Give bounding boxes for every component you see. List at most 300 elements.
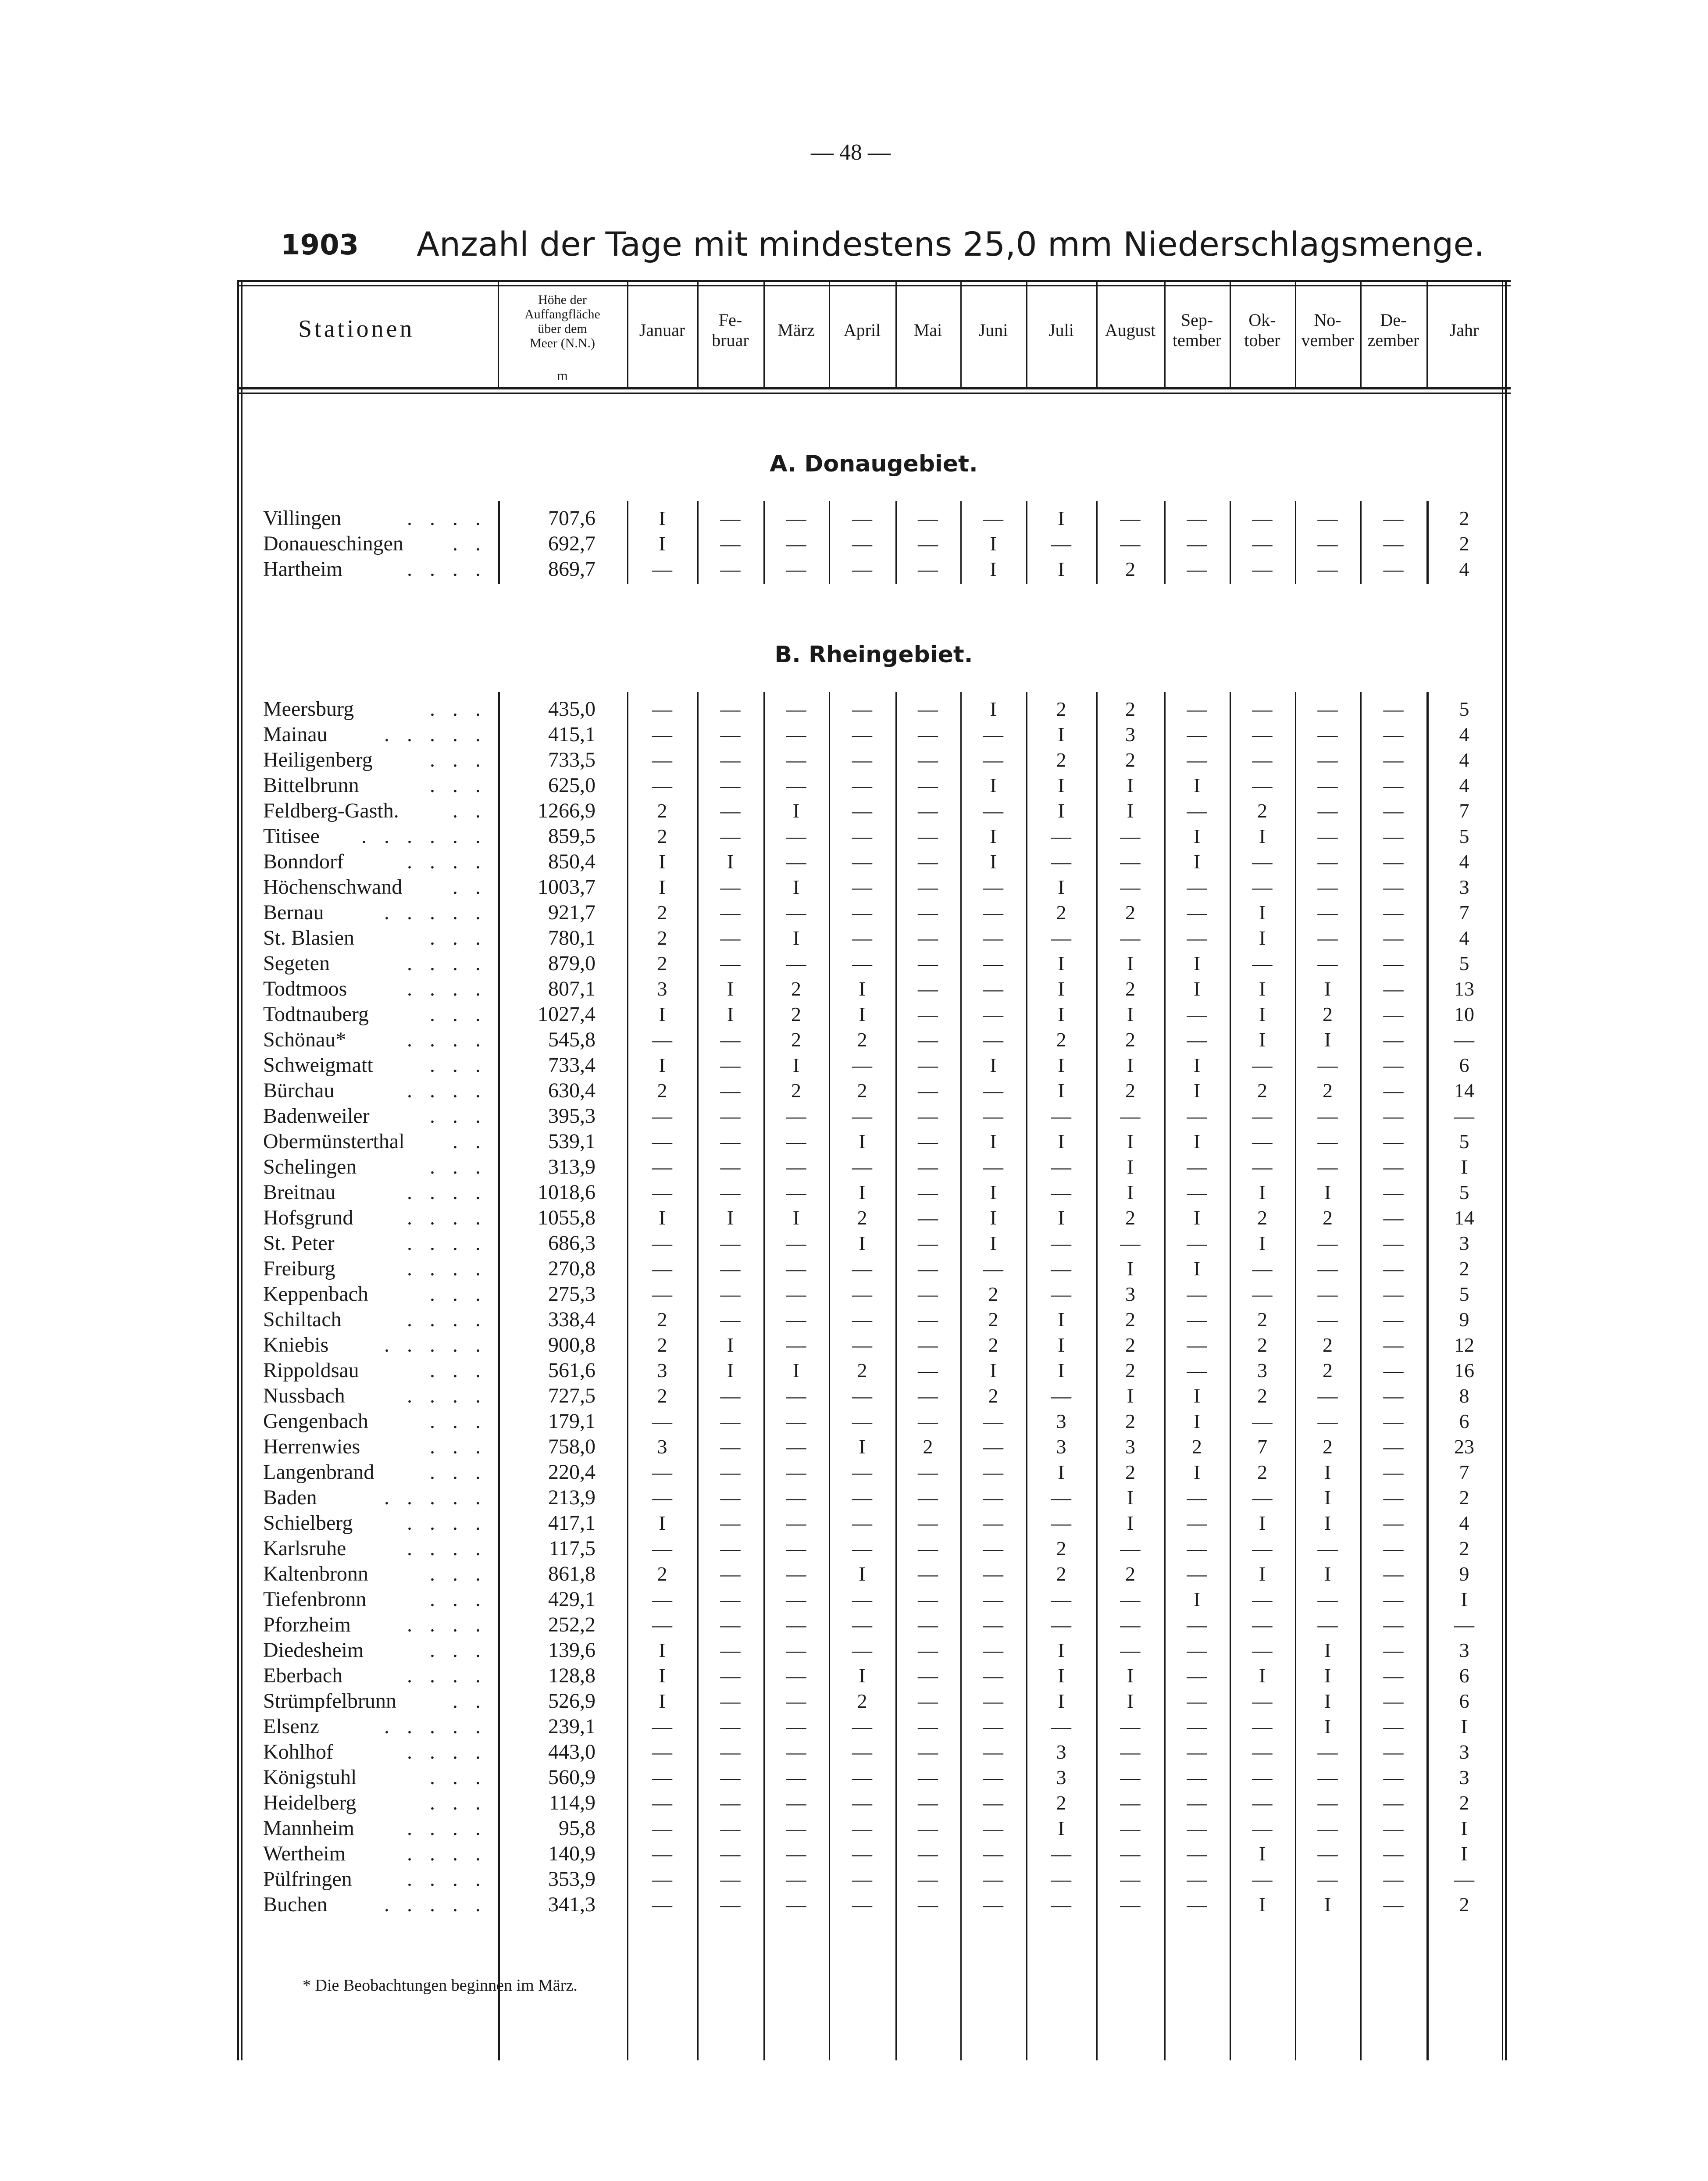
month-value: — [1383, 1817, 1404, 1839]
month-value: — [1252, 749, 1273, 771]
month-value: I [1324, 1461, 1331, 1483]
month-value: — [918, 1512, 938, 1534]
station-name: Donaueschingen [263, 532, 403, 555]
table-row [237, 1663, 1511, 1688]
month-value: — [1051, 1283, 1071, 1305]
month-value: 2 [1125, 1207, 1135, 1229]
year-total: 6 [1459, 1664, 1469, 1687]
month-value: — [983, 1461, 1003, 1483]
year-total: 4 [1459, 558, 1469, 580]
leader-dots: . . . . [407, 1257, 487, 1280]
month-value: — [1383, 1156, 1404, 1178]
month-value: I [1058, 1817, 1065, 1839]
altitude-header-line: Höhe der [538, 293, 587, 307]
station-altitude: 114,9 [549, 1791, 595, 1814]
month-value: — [1383, 558, 1404, 580]
month-value: 2 [657, 1334, 667, 1356]
month-value: — [983, 507, 1003, 529]
month-value: — [1252, 1639, 1273, 1661]
month-value: — [852, 1283, 872, 1305]
station-altitude: 526,9 [548, 1689, 595, 1713]
leader-dots: . . . [430, 774, 487, 797]
month-value: — [652, 1156, 672, 1178]
month-value: 2 [857, 1079, 867, 1102]
month-value: I [1127, 1003, 1134, 1025]
month-value: — [1120, 1639, 1141, 1661]
month-value: — [918, 558, 938, 580]
month-value: — [1120, 1766, 1141, 1788]
month-value: — [1383, 1385, 1404, 1407]
month-value: — [983, 1817, 1003, 1839]
month-value: — [1120, 1715, 1141, 1738]
month-value: — [918, 1308, 938, 1331]
station-name: Meersburg [263, 697, 354, 721]
month-value: — [652, 1588, 672, 1610]
month-value: 2 [923, 1435, 933, 1458]
month-value: — [1383, 1690, 1404, 1712]
month-value: — [918, 1003, 938, 1025]
leader-dots: . . . [430, 1003, 487, 1026]
month-value: — [1252, 1257, 1273, 1280]
station-name: Schönau* [263, 1028, 346, 1051]
month-value: 2 [988, 1283, 998, 1305]
month-value: — [918, 901, 938, 924]
month-value: — [1252, 774, 1273, 796]
month-value: — [918, 1079, 938, 1102]
station-name: Gengenbach [263, 1410, 368, 1433]
leader-dots: . . . . [407, 1206, 487, 1229]
month-header-line: April [843, 320, 881, 340]
leader-dots: . . . [430, 1282, 487, 1306]
year-total: 2 [1459, 532, 1469, 555]
month-value: — [983, 749, 1003, 771]
year-total: 6 [1459, 1690, 1469, 1712]
month-value: — [1383, 1766, 1404, 1788]
month-value: — [983, 1105, 1003, 1127]
table-row [237, 1103, 1511, 1129]
month-value: 2 [1323, 1207, 1333, 1229]
month-value: 3 [1056, 1766, 1066, 1788]
month-value: — [652, 1842, 672, 1865]
month-value: — [720, 723, 741, 746]
month-value: I [1193, 1257, 1201, 1280]
month-value: I [1127, 1156, 1134, 1178]
leader-dots: . . [453, 1689, 487, 1713]
month-value: I [1324, 1664, 1331, 1687]
month-value: 3 [1125, 1435, 1135, 1458]
month-value: — [720, 1512, 741, 1534]
station-altitude: 807,1 [548, 977, 595, 1000]
station-name: Schiltach [263, 1308, 342, 1331]
year-total: I [1461, 1715, 1468, 1738]
month-value: 2 [1125, 901, 1135, 924]
month-value: 2 [1257, 1207, 1267, 1229]
month-value: — [652, 1792, 672, 1814]
month-value: — [852, 1512, 872, 1534]
year-total: 3 [1459, 1766, 1469, 1788]
month-value: — [918, 1664, 938, 1687]
month-value: — [1120, 532, 1141, 555]
month-value: — [720, 800, 741, 822]
month-value: 3 [1125, 723, 1135, 746]
station-altitude: 95,8 [559, 1817, 595, 1840]
month-value: — [786, 1664, 806, 1687]
month-value: — [652, 1868, 672, 1890]
month-value: — [1120, 1893, 1141, 1916]
month-value: I [859, 1130, 866, 1153]
year-total: 9 [1459, 1308, 1469, 1331]
month-value: — [1383, 825, 1404, 847]
month-value: I [1259, 825, 1266, 847]
month-value: — [983, 1588, 1003, 1610]
month-value: I [1058, 1639, 1065, 1661]
station-name: Hartheim [263, 557, 343, 581]
month-value: — [1383, 1842, 1404, 1865]
month-value: — [852, 1588, 872, 1610]
month-value: — [786, 1334, 806, 1356]
station-name: Kniebis [263, 1333, 329, 1356]
month-value: — [1383, 1435, 1404, 1458]
station-altitude: 758,0 [548, 1435, 595, 1458]
month-value: — [918, 1563, 938, 1585]
month-value: — [1317, 800, 1338, 822]
station-name: Diedesheim [263, 1638, 364, 1662]
month-value: — [1252, 532, 1273, 555]
month-value: — [1383, 507, 1404, 529]
month-value: I [990, 774, 997, 796]
month-value: — [918, 1283, 938, 1305]
station-altitude: 850,4 [548, 850, 595, 873]
month-value: — [720, 1741, 741, 1763]
month-value: I [792, 800, 800, 822]
month-header-line: tober [1244, 330, 1280, 350]
month-value: — [852, 1741, 872, 1763]
month-value: I [792, 927, 800, 949]
month-value: I [1193, 1130, 1201, 1153]
station-name: St. Blasien [263, 926, 355, 950]
month-value: — [983, 1741, 1003, 1763]
month-value: — [786, 1690, 806, 1712]
leader-dots: . . . [430, 1359, 487, 1382]
station-altitude: 275,3 [548, 1282, 595, 1306]
month-value: 2 [1125, 1079, 1135, 1102]
month-header-line: Juni [978, 320, 1008, 340]
month-value: 3 [657, 1359, 667, 1381]
year-total: 5 [1459, 952, 1469, 974]
month-value: I [1127, 1385, 1134, 1407]
month-value: I [1324, 978, 1331, 1000]
month-value: I [859, 1232, 866, 1254]
station-name: Elsenz [263, 1715, 319, 1738]
year-total: 3 [1459, 876, 1469, 898]
month-value: I [1324, 1639, 1331, 1661]
month-value: — [720, 1537, 741, 1560]
month-value: — [918, 1690, 938, 1712]
station-altitude: 900,8 [548, 1333, 595, 1356]
station-altitude: 692,7 [548, 532, 595, 555]
month-value: — [852, 1461, 872, 1483]
month-value: — [1317, 1842, 1338, 1865]
station-name: Karlsruhe [263, 1537, 346, 1560]
month-value: — [983, 1690, 1003, 1712]
table-row [237, 1256, 1511, 1281]
month-value: I [727, 978, 734, 1000]
year-total: 23 [1454, 1435, 1474, 1458]
station-altitude: 707,6 [548, 507, 595, 530]
month-value: I [1127, 800, 1134, 822]
month-value: 2 [1192, 1435, 1202, 1458]
month-value: — [786, 532, 806, 555]
month-value: — [983, 1868, 1003, 1890]
station-altitude: 435,0 [548, 697, 595, 721]
month-value: I [1324, 1893, 1331, 1916]
month-value: I [990, 1054, 997, 1076]
station-name: Kaltenbronn [263, 1562, 368, 1585]
month-value: — [1383, 1639, 1404, 1661]
month-header [1295, 293, 1360, 368]
month-value: — [720, 749, 741, 771]
month-value: — [1120, 1105, 1141, 1127]
month-value: — [786, 698, 806, 720]
table-row [237, 1078, 1511, 1103]
station-name: Schielberg [263, 1511, 353, 1535]
leader-dots: . . . . . [384, 901, 487, 924]
month-value: — [786, 723, 806, 746]
month-value: — [1187, 1359, 1207, 1381]
month-value: — [852, 1105, 872, 1127]
month-value: — [1383, 1232, 1404, 1254]
month-value: — [918, 1181, 938, 1203]
month-value: — [852, 1385, 872, 1407]
month-value: — [1383, 1257, 1404, 1280]
month-value: — [918, 1232, 938, 1254]
year-total: I [1461, 1817, 1468, 1839]
station-name: Kohlhof [263, 1740, 333, 1763]
leader-dots: . . . . [407, 1028, 487, 1051]
station-name: Wertheim [263, 1842, 346, 1865]
month-value: — [852, 774, 872, 796]
month-value: — [852, 723, 872, 746]
month-value: — [983, 1028, 1003, 1051]
month-value: — [1317, 1868, 1338, 1890]
month-value: — [1051, 1868, 1071, 1890]
month-value: 2 [1125, 1563, 1135, 1585]
year-total: 2 [1459, 1537, 1469, 1560]
month-value: — [1120, 1741, 1141, 1763]
table-row [237, 798, 1511, 824]
station-name: Pülfringen [263, 1867, 352, 1891]
month-value: I [792, 1207, 800, 1229]
year-total: 5 [1459, 698, 1469, 720]
month-value: — [720, 1613, 741, 1636]
month-value: — [918, 1613, 938, 1636]
month-value: 2 [791, 1079, 801, 1102]
month-value: 3 [1056, 1435, 1066, 1458]
month-value: — [1317, 876, 1338, 898]
month-value: — [918, 1842, 938, 1865]
month-value: — [918, 1054, 938, 1076]
month-value: — [1051, 850, 1071, 873]
station-altitude: 539,1 [548, 1130, 595, 1153]
month-value: — [852, 1486, 872, 1509]
month-value: — [918, 1766, 938, 1788]
month-value: — [786, 507, 806, 529]
month-value: — [1187, 1512, 1207, 1534]
station-altitude: 128,8 [548, 1664, 595, 1687]
leader-dots: . . . [430, 697, 487, 721]
leader-dots: . . . [430, 1435, 487, 1458]
month-value: I [1058, 1664, 1065, 1687]
month-header-line: Januar [639, 320, 685, 340]
month-value: — [1383, 1613, 1404, 1636]
month-value: — [852, 507, 872, 529]
month-value: I [1324, 1181, 1331, 1203]
table-row [237, 1002, 1511, 1027]
year-total: 9 [1459, 1563, 1469, 1585]
year-header: Jahr [1449, 320, 1479, 340]
month-value: — [983, 1613, 1003, 1636]
month-value: — [720, 698, 741, 720]
month-value: — [1120, 876, 1141, 898]
station-name: Höchenschwand [263, 875, 403, 899]
leader-dots: . . . . [407, 1308, 487, 1331]
leader-dots: . . . [430, 1588, 487, 1611]
month-value: 3 [657, 978, 667, 1000]
month-value: I [1324, 1486, 1331, 1509]
leader-dots: . . . . . [384, 723, 487, 746]
month-value: — [652, 1741, 672, 1763]
station-altitude: 353,9 [548, 1867, 595, 1891]
page-number: — 48 — [811, 140, 891, 165]
station-altitude: 139,6 [548, 1638, 595, 1662]
month-value: — [918, 1639, 938, 1661]
station-name: Villingen [263, 507, 342, 530]
month-value: I [990, 1130, 997, 1153]
month-value: — [652, 749, 672, 771]
station-name: Freiburg [263, 1257, 335, 1280]
month-value: — [720, 1105, 741, 1127]
month-value: — [786, 1817, 806, 1839]
month-value: I [727, 1334, 734, 1356]
month-value: — [1317, 927, 1338, 949]
month-value: 3 [1125, 1283, 1135, 1305]
leader-dots: . . . . [407, 1842, 487, 1865]
year-total: 5 [1459, 1181, 1469, 1203]
station-name: Feldberg-Gasth. [263, 799, 399, 822]
month-value: 2 [791, 978, 801, 1000]
month-value: I [990, 1181, 997, 1203]
table-row [237, 506, 1511, 531]
year-total: 4 [1459, 774, 1469, 796]
station-altitude: 921,7 [548, 901, 595, 924]
month-value: — [1252, 1486, 1273, 1509]
month-value: — [983, 1563, 1003, 1585]
station-altitude: 780,1 [548, 926, 595, 950]
station-altitude: 220,4 [548, 1460, 595, 1484]
month-value: — [1252, 1537, 1273, 1560]
month-value: — [1051, 1842, 1071, 1865]
year-total: 4 [1459, 749, 1469, 771]
station-altitude: 545,8 [548, 1028, 595, 1051]
month-value: — [1317, 1054, 1338, 1076]
station-name: Keppenbach [263, 1282, 368, 1306]
month-value: — [918, 723, 938, 746]
month-value: — [1120, 1792, 1141, 1814]
month-value: — [852, 1817, 872, 1839]
month-value: — [786, 1563, 806, 1585]
month-value: — [720, 1130, 741, 1153]
month-value: — [1187, 1715, 1207, 1738]
table-row [237, 925, 1511, 951]
year-total: 16 [1454, 1359, 1474, 1381]
month-value: I [659, 1639, 666, 1661]
month-value: — [1120, 1613, 1141, 1636]
month-value: — [652, 1130, 672, 1153]
month-value: — [1187, 1537, 1207, 1560]
table-row [237, 1307, 1511, 1332]
month-value: — [786, 1868, 806, 1890]
month-value: — [1187, 558, 1207, 580]
month-value: — [1317, 1537, 1338, 1560]
month-value: — [1252, 1766, 1273, 1788]
year-total: 3 [1459, 1741, 1469, 1763]
month-value: I [1324, 1690, 1331, 1712]
year-label: 1903 [281, 229, 359, 261]
month-value: I [1259, 1232, 1266, 1254]
station-altitude: 415,1 [548, 723, 595, 746]
month-value: 2 [791, 1003, 801, 1025]
table-rule [237, 280, 1511, 282]
month-value: 2 [657, 1563, 667, 1585]
month-value: — [652, 1232, 672, 1254]
month-value: — [1383, 1105, 1404, 1127]
month-value: I [1058, 558, 1065, 580]
station-name: Segeten [263, 952, 330, 975]
year-total: — [1454, 1868, 1474, 1890]
month-value: — [1120, 850, 1141, 873]
month-value: I [1193, 825, 1201, 847]
month-value: — [786, 1639, 806, 1661]
month-value: — [786, 1257, 806, 1280]
month-value: I [859, 1181, 866, 1203]
month-value: I [1058, 1461, 1065, 1483]
month-value: — [652, 1410, 672, 1432]
month-value: 2 [1323, 1003, 1333, 1025]
month-value: — [786, 901, 806, 924]
station-altitude: 213,9 [548, 1486, 595, 1509]
month-value: — [720, 1817, 741, 1839]
table-row [237, 773, 1511, 798]
month-value: — [983, 1893, 1003, 1916]
month-value: 2 [657, 952, 667, 974]
month-value: — [852, 800, 872, 822]
month-value: — [720, 1766, 741, 1788]
month-value: — [1252, 558, 1273, 580]
month-value: — [1383, 532, 1404, 555]
month-value: — [720, 1079, 741, 1102]
month-value: — [1383, 1308, 1404, 1331]
month-value: — [1120, 507, 1141, 529]
month-value: I [990, 558, 997, 580]
month-value: — [786, 1613, 806, 1636]
month-value: — [1187, 1003, 1207, 1025]
month-value: 2 [1125, 1461, 1135, 1483]
month-value: — [1383, 1868, 1404, 1890]
month-value: — [1187, 1741, 1207, 1763]
month-value: 2 [1125, 1359, 1135, 1381]
month-value: — [918, 1130, 938, 1153]
month-value: — [786, 952, 806, 974]
